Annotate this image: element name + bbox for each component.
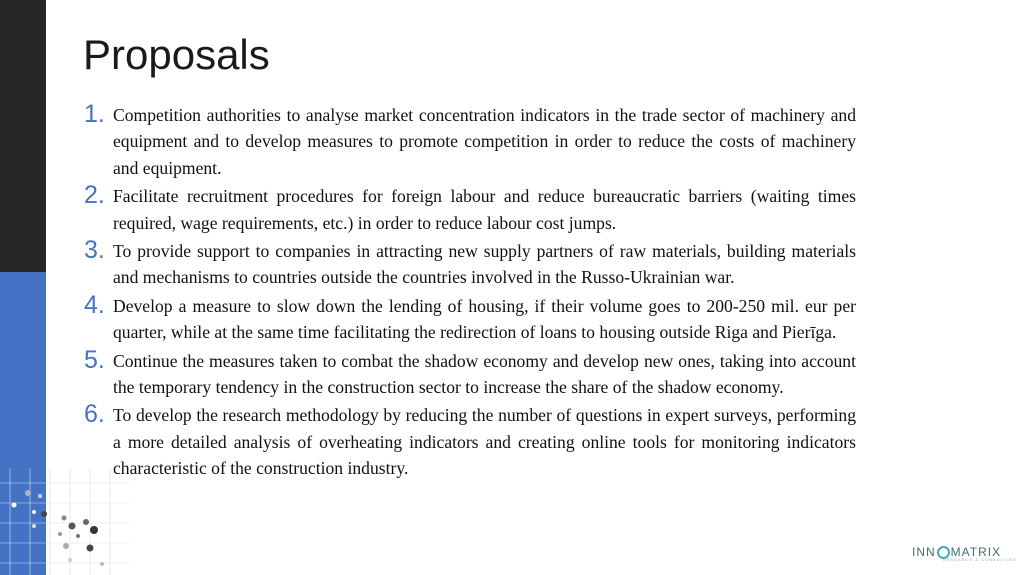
item-text: To provide support to companies in attracting new supply partners of raw materials, building materials and mechanisms to countries outside the countries involved in the Russo-Ukrainian war. — [113, 241, 856, 288]
left-dark-bar — [0, 0, 46, 272]
logo-text-part1: INN — [912, 545, 936, 559]
item-number: 4. — [84, 290, 105, 319]
logo-tagline: RESEARCH & CONSULTING — [943, 557, 1018, 562]
logo-text-part2: MATRIX — [950, 545, 1002, 559]
list-item — [84, 400, 856, 481]
list-item — [84, 100, 856, 181]
list-item — [84, 181, 856, 236]
decorative-dot-grid — [0, 468, 130, 575]
item-text: Continue the measures taken to combat the shadow economy and develop new ones, taking into account the temporary tendency in the construction sector to increase the share of the shadow economy. — [113, 350, 856, 398]
slide-title: Proposals — [83, 31, 270, 78]
item-text: Develop a measure to slow down the lending of housing, if their volume goes to 200-250 mil. eur per quarter, while at the same time facilitating the redirection of loans to housing outside Riga and Pierīga. — [113, 295, 856, 343]
list-item — [84, 291, 856, 346]
item-number: 2. — [84, 181, 105, 210]
list-item — [84, 236, 856, 291]
item-text: Competition authorities to analyse market concentration indicators in the trade sector of machinery and equipment and to develop measures to promote competition in order to reduce the costs of machinery and equipment. — [113, 105, 856, 178]
proposals-list — [84, 100, 856, 482]
item-text: To develop the research methodology by reducing the number of questions in expert surveys, performing a more detailed analysis of overheating indicators and creating online tools for monitoring indicators characteristic of the construction industry. — [113, 405, 856, 479]
item-text: Facilitate recruitment procedures for foreign labour and reduce bureaucratic barriers (waiting times required, wage requirements, etc.) in order to reduce labour cost jumps. — [113, 186, 856, 233]
list-item — [84, 346, 856, 401]
item-number: 1. — [84, 100, 105, 128]
item-number: 5. — [84, 345, 105, 374]
item-number: 6. — [84, 400, 105, 429]
item-number: 3. — [84, 236, 105, 265]
